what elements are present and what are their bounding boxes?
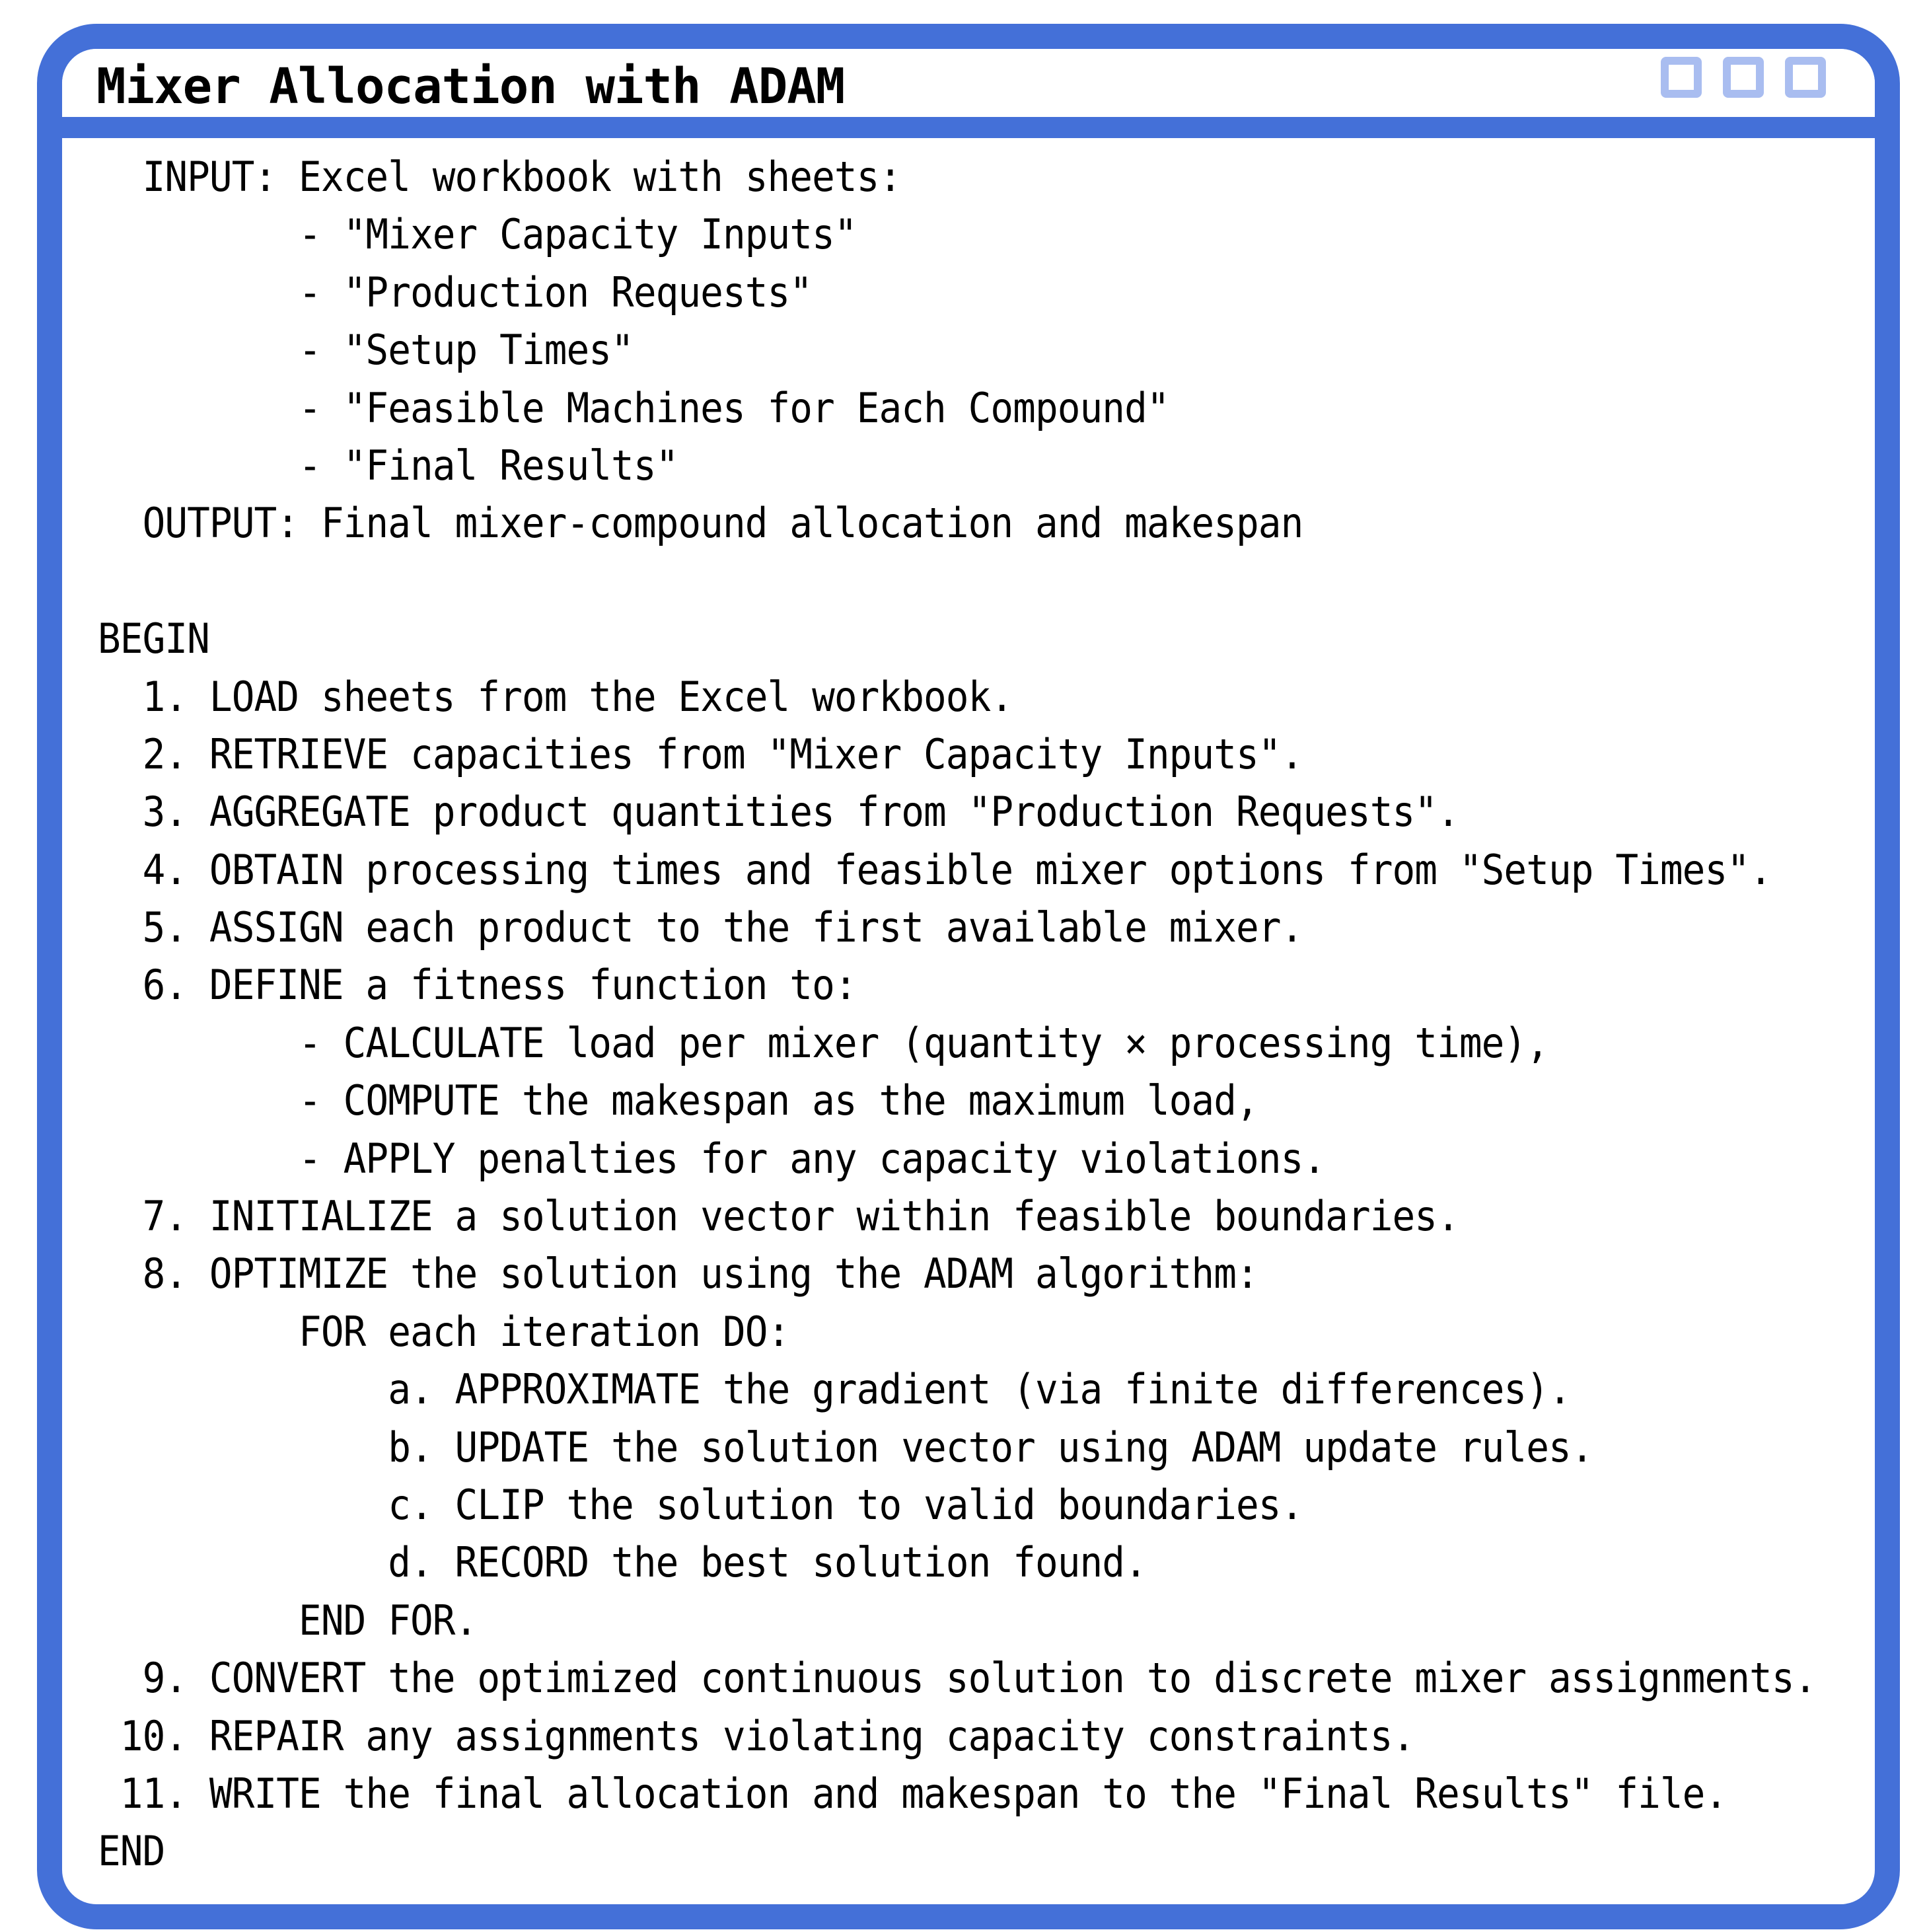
code-line: 7. INITIALIZE a solution vector within feasible boundaries. [98,1192,1459,1241]
code-line: 4. OBTAIN processing times and feasible mixer options from "Setup Times". [98,845,1772,894]
code-line: - CALCULATE load per mixer (quantity × processing time), [98,1018,1548,1067]
code-line: d. RECORD the best solution found. [98,1538,1147,1587]
code-line: BEGIN [98,614,209,663]
title-bar [62,49,1875,138]
code-line: 1. LOAD sheets from the Excel workbook. [98,672,1013,721]
pseudocode-window [37,24,1900,1929]
code-line: - APPLY penalties for any capacity violations. [98,1134,1326,1183]
code-line: 3. AGGREGATE product quantities from "Production Requests". [98,788,1459,836]
code-line: b. UPDATE the solution vector using ADAM update rules. [98,1423,1593,1471]
code-line: c. CLIP the solution to valid boundaries. [98,1480,1303,1529]
code-line: OUTPUT: Final mixer-compound allocation and makespan [98,499,1303,548]
pseudocode-body [98,148,1817,1904]
maximize-icon[interactable] [1723,57,1764,98]
window-controls [1661,57,1826,98]
code-line [98,552,1738,610]
code-line: 10. REPAIR any assignments violating capacity constraints. [98,1711,1415,1760]
code-line: a. APPROXIMATE the gradient (via finite differences). [98,1365,1571,1414]
code-line: 11. WRITE the final allocation and makespan to the "Final Results" file. [98,1769,1727,1818]
code-line: - "Mixer Capacity Inputs" [98,210,857,259]
code-line: INPUT: Excel workbook with sheets: [98,153,902,201]
code-line: - "Production Requests" [98,268,813,316]
code-line: 8. OPTIMIZE the solution using the ADAM algorithm: [98,1249,1258,1298]
code-line: FOR each iteration DO: [98,1307,790,1356]
code-line: END [98,1827,165,1876]
code-line: - "Feasible Machines for Each Compound" [98,383,1169,432]
code-line: - "Setup Times" [98,326,634,375]
code-line: - "Final Results" [98,441,678,490]
window-title: Mixer Allocation with ADAM [96,58,845,115]
code-line: 6. DEFINE a fitness function to: [98,961,857,1010]
code-line: - COMPUTE the makespan as the maximum load, [98,1076,1258,1125]
code-line: 9. CONVERT the optimized continuous solution to discrete mixer assignments. [98,1654,1817,1703]
minimize-icon[interactable] [1661,57,1702,98]
code-line: END FOR. [98,1596,478,1645]
code-line: 5. ASSIGN each product to the first available mixer. [98,903,1303,952]
close-icon[interactable] [1785,57,1826,98]
code-line: 2. RETRIEVE capacities from "Mixer Capacity Inputs". [98,729,1303,778]
